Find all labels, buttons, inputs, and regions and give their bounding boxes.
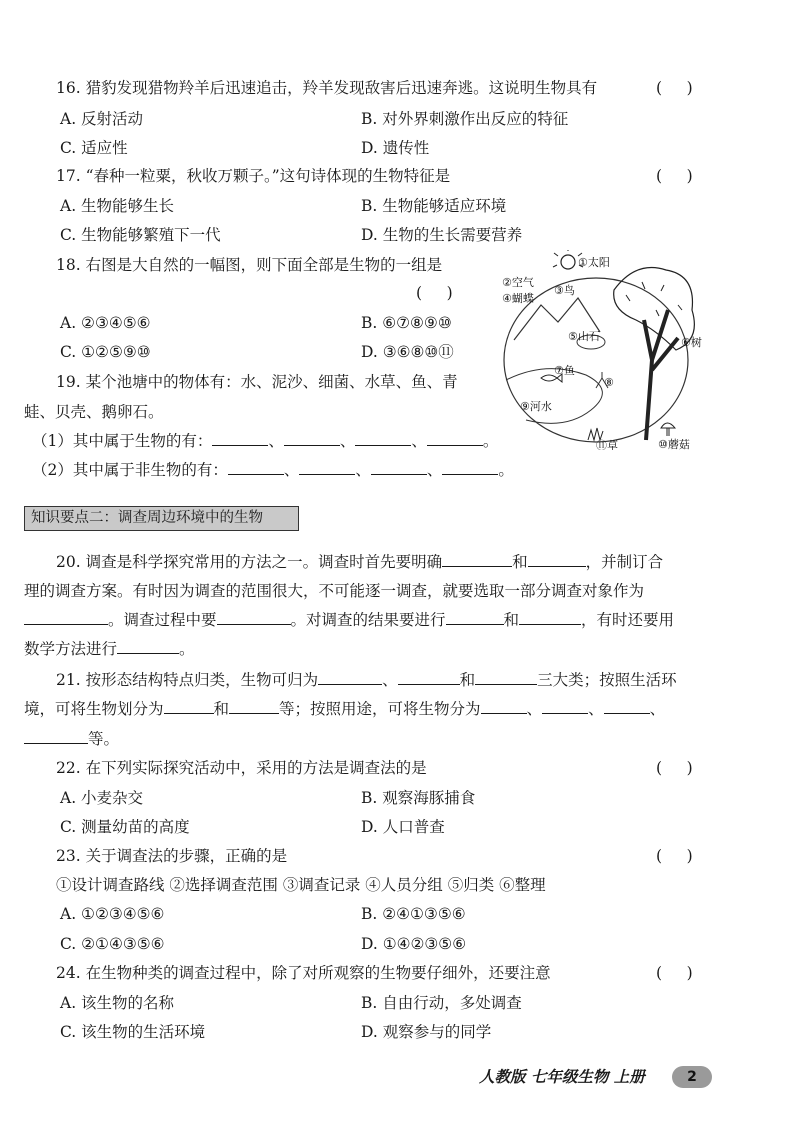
q18-option-a: A. ②③④⑤⑥ (60, 314, 151, 332)
label-river: ⑨河水 (520, 400, 552, 413)
q16-option-b: B. 对外界刺激作出反应的特征 (361, 110, 569, 128)
mushroom-icon (661, 423, 675, 436)
q21-blank-7[interactable] (542, 698, 588, 714)
q20-blank-3[interactable] (24, 609, 108, 625)
label-fish: ⑦鱼 (554, 364, 575, 377)
q23-steps: ①设计调查路线 ②选择调查范围 ③调查记录 ④人员分组 ⑤归类 ⑥整理 (56, 876, 546, 894)
q20-blank-4[interactable] (217, 609, 291, 625)
label-bird: ③鸟 (554, 284, 575, 297)
q17-option-a: A. 生物能够生长 (60, 197, 175, 215)
footer-book-title: 人教版 七年级生物 上册 (479, 1068, 645, 1086)
q19-sub1-blank-4[interactable] (427, 430, 483, 446)
q17-option-b: B. 生物能够适应环境 (361, 197, 507, 215)
q22-option-b: B. 观察海豚捕食 (361, 789, 476, 807)
label-rock: ⑤山石 (568, 330, 600, 343)
q21-blank-4[interactable] (164, 698, 214, 714)
q21-blank-6[interactable] (481, 698, 527, 714)
q20-blank-6[interactable] (519, 609, 581, 625)
q19-sub2-blank-2[interactable] (299, 459, 355, 475)
q23-option-b: B. ②④①③⑤⑥ (361, 905, 466, 923)
label-air: ②空气 (502, 276, 534, 289)
q22-answer-bracket[interactable]: ( ) (656, 759, 693, 777)
section-header: 知识要点二：调查周边环境中的生物 (24, 506, 299, 531)
q18-option-b: B. ⑥⑦⑧⑨⑩ (361, 314, 452, 332)
q18-option-d: D. ③⑥⑧⑩⑪ (361, 343, 454, 361)
q19-sub2-blank-4[interactable] (442, 459, 498, 475)
q19-sub1-blank-2[interactable] (284, 430, 340, 446)
q21-blank-1[interactable] (318, 669, 382, 685)
label-grass: ⑪草 (596, 439, 618, 450)
q18-stem: 18. 右图是大自然的一幅图，则下面全部是生物的一组是 (56, 256, 443, 274)
q17-answer-bracket[interactable]: ( ) (656, 167, 693, 185)
q18-option-c: C. ①②⑤⑨⑩ (60, 343, 151, 361)
nature-illustration (496, 250, 716, 450)
q20-blank-7[interactable] (117, 638, 179, 654)
q24-option-a: A. 该生物的名称 (60, 994, 175, 1012)
q17-option-d: D. 生物的生长需要营养 (361, 226, 523, 244)
q16-stem: 16. 猎豹发现猎物羚羊后迅速追击，羚羊发现敌害后迅速奔逃。这说明生物具有 (56, 79, 598, 97)
q17-option-c: C. 生物能够繁殖下一代 (60, 226, 221, 244)
q24-option-d: D. 观察参与的同学 (361, 1023, 492, 1041)
q18-answer-bracket[interactable]: ( ) (416, 284, 453, 302)
q24-option-c: C. 该生物的生活环境 (60, 1023, 206, 1041)
q16-option-a: A. 反射活动 (60, 110, 144, 128)
q21-line2: 境，可将生物划分为 和 等；按照用途，可将生物分为 、 、 、 (24, 700, 666, 718)
q21-line3: 等。 (24, 728, 119, 750)
label-butterfly: ④蝴蝶 (502, 292, 534, 305)
q24-stem: 24. 在生物种类的调查过程中，除了对所观察的生物要仔细外，还要注意 (56, 964, 551, 982)
label-mushroom: ⑩蘑菇 (658, 438, 690, 450)
q19-sub1: （1）其中属于生物的有： 、 、 、 。 (32, 432, 499, 450)
q21-blank-8[interactable] (604, 698, 650, 714)
q20-blank-1[interactable] (442, 551, 512, 567)
q19-sub2-label: （2）其中属于非生物的有： (32, 461, 228, 479)
q19-stem-line1: 19. 某个池塘中的物体有：水、泥沙、细菌、水草、鱼、青 (56, 373, 458, 391)
q19-sub1-blank-3[interactable] (355, 430, 411, 446)
q19-stem-line2: 蛙、贝壳、鹅卵石。 (24, 403, 164, 421)
q24-option-b: B. 自由行动，多处调查 (361, 994, 522, 1012)
q21-line1: 21. 按形态结构特点归类，生物可归为 、 和 三大类；按照生活环 (56, 671, 677, 689)
q19-sub2-blank-1[interactable] (228, 459, 284, 475)
label-sun: ①太阳 (578, 256, 610, 269)
q23-option-d: D. ①④②③⑤⑥ (361, 935, 467, 953)
q23-stem: 23. 关于调查法的步骤，正确的是 (56, 847, 288, 865)
q22-stem: 22. 在下列实际探究活动中，采用的方法是调查法的是 (56, 759, 427, 777)
q20-line4: 数学方法进行 。 (24, 640, 195, 658)
q19-sub1-label: （1）其中属于生物的有： (32, 432, 213, 450)
q16-option-c: C. 适应性 (60, 139, 128, 157)
q20-line2: 理的调查方案。有时因为调查的范围很大，不可能逐一调查，就要选取一部分调查对象作为 (24, 582, 645, 600)
q19-sub1-blank-1[interactable] (212, 430, 268, 446)
q20-blank-2[interactable] (528, 551, 586, 567)
q21-blank-5[interactable] (229, 698, 279, 714)
label-8: ⑧ (604, 376, 614, 389)
q20-blank-5[interactable] (446, 609, 504, 625)
label-tree: ⑥树 (681, 336, 702, 349)
q23-option-a: A. ①②③④⑤⑥ (60, 905, 165, 923)
q21-blank-2[interactable] (398, 669, 460, 685)
q21-blank-3[interactable] (475, 669, 537, 685)
q22-option-c: C. 测量幼苗的高度 (60, 818, 190, 836)
q19-sub2: （2）其中属于非生物的有： 、 、 、 。 (32, 461, 514, 479)
q21-blank-9[interactable] (24, 728, 88, 744)
q20-line3: 。调查过程中要 。对调查的结果要进行 和 ，有时还要用 (24, 609, 674, 631)
q16-answer-bracket[interactable]: ( ) (656, 79, 693, 97)
q16-option-d: D. 遗传性 (361, 139, 430, 157)
q17-stem: 17. “春种一粒粟，秋收万颗子。”这句诗体现的生物特征是 (56, 167, 451, 185)
q22-option-d: D. 人口普查 (361, 818, 445, 836)
q19-sub2-blank-3[interactable] (371, 459, 427, 475)
q23-answer-bracket[interactable]: ( ) (656, 847, 693, 865)
q24-answer-bracket[interactable]: ( ) (656, 964, 693, 982)
tree-icon (614, 268, 695, 441)
q20-line1: 20. 调查是科学探究常用的方法之一。调查时首先要明确 和 ，并制订合 (56, 553, 664, 571)
q23-option-c: C. ②①④③⑤⑥ (60, 935, 165, 953)
q22-option-a: A. 小麦杂交 (60, 789, 144, 807)
page-number-badge: 2 (672, 1066, 712, 1088)
